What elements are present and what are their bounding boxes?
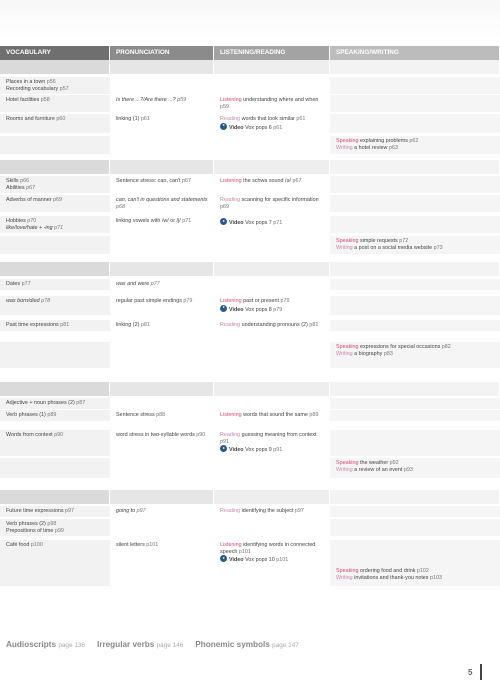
- unit-band: [0, 382, 500, 396]
- listening-item: Listening the schwa sound /ə/ p67: [214, 176, 330, 193]
- vocab-item: Verb phrases (2) p98: [6, 521, 57, 527]
- pronunciation-item: linking (1) p61: [110, 114, 214, 133]
- reading-item: Reading understanding pronouns (2) p81: [214, 320, 330, 331]
- unit-band: [0, 160, 500, 174]
- pronunciation-item: linking vowels with /w/ or /j/ p71: [110, 216, 214, 233]
- vocab-item: Prepositions of time p99: [6, 527, 64, 534]
- unit-band: [0, 262, 500, 276]
- table-row: [0, 195, 500, 212]
- footer-page: page 136: [58, 642, 85, 649]
- video-item: Video Vox pops 7 p71: [229, 220, 283, 226]
- vocab-item: Dates p77: [0, 279, 110, 290]
- speaking-writing-item: Speaking ordering food and drink p102 Writing invitations and thank-you notes p103: [330, 566, 500, 586]
- top-faded-banner: [0, 0, 500, 40]
- footer-page: page 146: [156, 642, 184, 649]
- table-row: [0, 236, 500, 254]
- table-row: [0, 114, 500, 133]
- unit-band: [0, 60, 500, 74]
- pronunciation-item: Sentence stress p88: [110, 410, 214, 421]
- header-speaking-writing: SPEAKING/WRITING: [330, 46, 500, 60]
- reading-item: Reading guessing meaning from context p91 Video Vox pops 9 p91: [214, 430, 330, 456]
- table-row: [0, 519, 500, 536]
- speaking-writing-item: Speaking the weather p92 Writing a review of an event p93: [330, 458, 500, 478]
- vocab-item: Verb phrases (1) p89: [0, 410, 110, 421]
- pronunciation-item: Is there ...?/Are there ...? p59: [110, 95, 214, 112]
- pronunciation-item: silent letters p101: [110, 540, 214, 566]
- page-number: 5: [468, 668, 473, 677]
- table-row: [0, 342, 500, 368]
- table-row: [0, 77, 500, 94]
- speaking-writing-item: Speaking explaining problems p62 Writing a hotel review p63: [330, 136, 500, 154]
- table-row: [0, 398, 500, 409]
- pronunciation-item: was and were p77: [110, 279, 214, 290]
- vocab-item: Café food p100: [0, 540, 110, 566]
- table-row: [0, 320, 500, 331]
- pronunciation-item: going to p97: [110, 506, 214, 517]
- video-play-icon[interactable]: [220, 123, 227, 130]
- footer-label: Irregular verbs: [96, 640, 155, 649]
- footer-label: Audioscripts: [6, 640, 57, 649]
- table-row: [0, 430, 500, 456]
- vocab-item: Adverbs of manner p69: [0, 195, 110, 212]
- vocab-item: Hotel facilities p58: [0, 95, 110, 112]
- vocab-item: Adjective + noun phrases (2) p87: [0, 398, 110, 409]
- header-pronunciation: PRONUNCIATION: [110, 46, 214, 60]
- pronunciation-item: regular past simple endings p79: [110, 296, 214, 315]
- table-row: [0, 506, 500, 517]
- vocab-item: Past time expressions p81: [0, 320, 110, 331]
- table-row: [0, 176, 500, 193]
- footer-phonemic-symbols[interactable]: [195, 640, 299, 649]
- vocab-item: like/love/hate + -ing p71: [6, 224, 64, 231]
- table-row: [0, 95, 500, 112]
- reading-item: Reading identifying the subject p97: [214, 506, 330, 517]
- table-row: [0, 136, 500, 154]
- header-vocabulary: VOCABULARY: [0, 46, 110, 60]
- table-row: [0, 296, 500, 315]
- vocab-item: Recording vocabulary p57: [6, 85, 69, 92]
- reading-item: Reading scanning for specific information p69: [214, 195, 330, 212]
- listening-item: Listening past or present p79 Video Vox pops 8 p79: [214, 296, 330, 315]
- video-play-icon[interactable]: [220, 555, 227, 562]
- footer-irregular-verbs[interactable]: [97, 640, 183, 649]
- vocab-item: was born/died p78: [0, 296, 110, 315]
- video-play-icon[interactable]: [220, 445, 227, 452]
- header-listening-reading: LISTENING/READING: [214, 46, 330, 60]
- table-row: [0, 410, 500, 421]
- pronunciation-item: Sentence stress: can, can't p67: [110, 176, 214, 193]
- page-number-bar: [480, 664, 482, 680]
- listening-item: Listening words that sound the same p89: [214, 410, 330, 421]
- vocab-item: Skills p66: [6, 178, 30, 184]
- vocab-item: Rooms and furniture p60: [0, 114, 110, 133]
- video-play-icon[interactable]: [220, 305, 227, 312]
- pronunciation-item: linking (2) p81: [110, 320, 214, 331]
- vocab-item: Abilities p67: [6, 184, 36, 191]
- listening-item: Listening identifying words in connected speech p101 Video Vox pops 10 p101: [214, 540, 330, 566]
- table-row: [0, 279, 500, 290]
- table-row: [0, 566, 500, 586]
- table-row: [0, 458, 500, 478]
- vocab-item: Future time expressions p97: [0, 506, 110, 517]
- unit-band: [0, 490, 500, 504]
- table-header: [0, 46, 500, 60]
- footer-page: page 147: [272, 642, 299, 649]
- speaking-writing-item: Speaking simple requests p72 Writing a post on a social media website p73: [330, 236, 500, 254]
- reading-item: Reading words that look similar p61 Video Vox pops 6 p61: [214, 114, 330, 133]
- listening-item: Listening understanding where and when p59: [214, 95, 330, 112]
- vocab-item: Hobbies p70: [6, 218, 37, 224]
- pronunciation-item: can, can't in questions and statements p68: [110, 195, 214, 212]
- footer-links: [6, 640, 299, 649]
- vocab-item: Words from context p90: [0, 430, 110, 456]
- video-play-icon[interactable]: [220, 218, 227, 225]
- speaking-writing-item: Speaking expressions for special occasions p82 Writing a biography p83: [330, 342, 500, 368]
- footer-audioscripts[interactable]: [6, 640, 85, 649]
- footer-label: Phonemic symbols: [195, 640, 270, 649]
- pronunciation-item: word stress in two-syllable words p90: [110, 430, 214, 456]
- vocab-item: Places in a town p56: [6, 79, 56, 85]
- table-row: [0, 540, 500, 566]
- table-row: [0, 216, 500, 233]
